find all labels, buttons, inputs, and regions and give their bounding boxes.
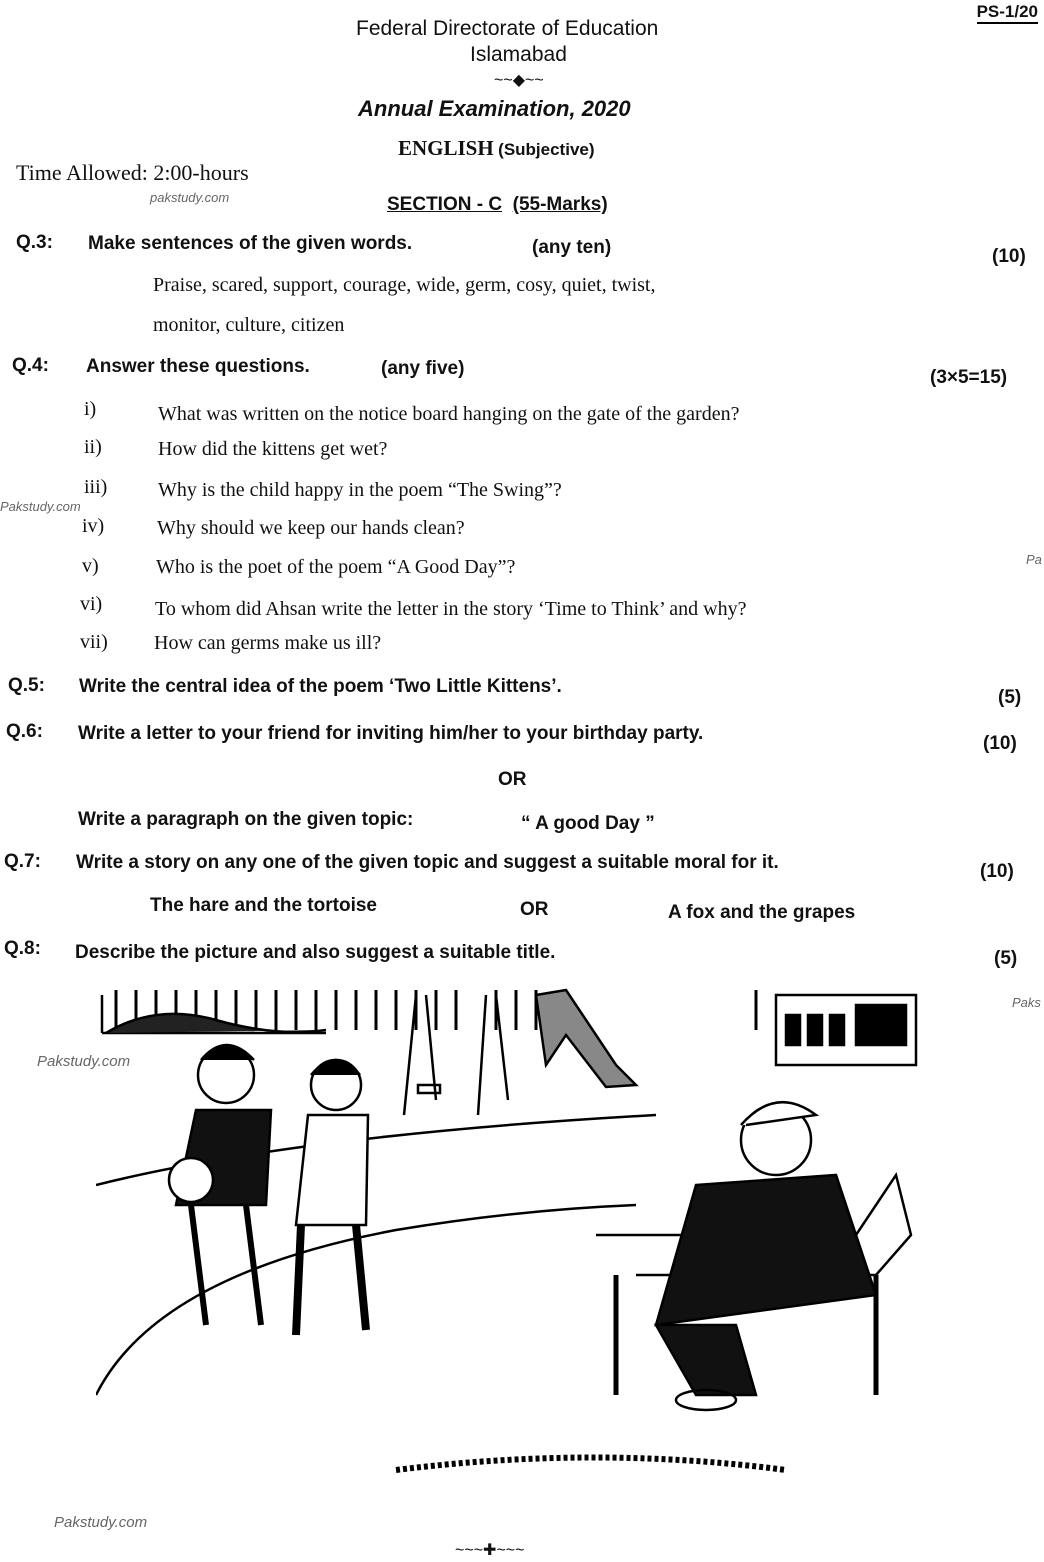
man-on-bench [596, 1102, 911, 1410]
exam-title: Annual Examination, 2020 [358, 96, 631, 121]
city: Islamabad [470, 43, 567, 66]
q6-marks: (10) [983, 733, 1017, 754]
q4-item-num: i) [84, 398, 97, 420]
footer-ornament-icon: ~~~✚~~~ [455, 1542, 525, 1559]
q3-words-1: Praise, scared, support, courage, wide, germ, cosy, quiet, twist, [153, 274, 656, 296]
subject-line [398, 136, 595, 161]
q3-words-2: monitor, culture, citizen [153, 314, 345, 336]
q3-text: Make sentences of the given words. [88, 233, 413, 254]
q5-number: Q.5: [8, 675, 45, 696]
subject-type: (Subjective) [498, 140, 595, 159]
watermark: Paks [1012, 995, 1041, 1010]
time-allowed: Time Allowed: 2:00-hours [16, 160, 249, 185]
slide [536, 990, 636, 1087]
building [776, 995, 916, 1065]
q7-topic-2: A fox and the grapes [668, 902, 856, 923]
q3-number: Q.3: [16, 232, 53, 253]
q8-text: Describe the picture and also suggest a suitable title. [75, 942, 556, 963]
q4-item-num: vi) [80, 593, 103, 615]
q6-number: Q.6: [6, 721, 43, 742]
section-title: SECTION - C [387, 194, 503, 215]
q4-number: Q.4: [12, 355, 49, 376]
q6-alt-topic: “ A good Day ” [521, 813, 655, 834]
watermark: Pakstudy.com [54, 1514, 148, 1531]
q4-item-text: How did the kittens get wet? [158, 438, 388, 460]
q4-note: (any five) [381, 358, 465, 379]
section-heading [387, 194, 608, 216]
subject: ENGLISH [398, 136, 494, 160]
q8-number: Q.8: [4, 938, 41, 959]
watermark: Pakstudy.com [0, 499, 81, 514]
q7-topic-1: The hare and the tortoise [150, 895, 377, 916]
q4-item-text: Who is the poet of the poem “A Good Day”? [156, 556, 516, 578]
q3-marks: (10) [992, 246, 1026, 267]
q4-text: Answer these questions. [86, 356, 310, 377]
park-picture [96, 975, 926, 1495]
q7-number: Q.7: [4, 851, 41, 872]
q4-item-text: What was written on the notice board hanging on the gate of the garden? [158, 403, 740, 425]
q4-item-text: Why should we keep our hands clean? [157, 517, 465, 539]
board-name: Federal Directorate of Education [356, 17, 659, 40]
q4-item-num: ii) [84, 436, 102, 458]
q4-item-text: To whom did Ahsan write the letter in the story ‘Time to Think’ and why? [155, 598, 747, 620]
q6-or: OR [498, 769, 527, 790]
q4-item-num: v) [82, 555, 99, 577]
paper-code: PS-1/20 [977, 2, 1038, 24]
q5-marks: (5) [998, 687, 1022, 708]
q4-item-num: iii) [84, 476, 108, 498]
watermark: Pa [1026, 552, 1042, 567]
q5-text: Write the central idea of the poem ‘Two Little Kittens’. [79, 676, 562, 697]
section-marks: (55-Marks) [512, 194, 608, 215]
watermark: pakstudy.com [150, 190, 230, 205]
q4-marks: (3×5=15) [930, 367, 1008, 388]
boy-covering-mouth [296, 1060, 368, 1335]
q4-item-num: iv) [82, 515, 105, 537]
path-edge [96, 1115, 656, 1395]
q7-text: Write a story on any one of the given topic and suggest a suitable moral for it. [76, 852, 779, 873]
q7-or: OR [520, 899, 549, 920]
q6-alt: Write a paragraph on the given topic: [78, 809, 414, 830]
q7-marks: (10) [980, 861, 1014, 882]
q4-item-num: vii) [80, 631, 108, 653]
watermark: Pakstudy.com [37, 1053, 131, 1070]
q8-marks: (5) [994, 948, 1018, 969]
q4-item-text: How can germs make us ill? [154, 632, 382, 654]
q6-text: Write a letter to your friend for inviting him/her to your birthday party. [78, 723, 704, 744]
ornament-icon: ~~◆~~ [494, 72, 544, 89]
q3-note: (any ten) [532, 237, 612, 258]
ground-shadow [396, 1458, 786, 1471]
q4-item-text: Why is the child happy in the poem “The Swing”? [158, 479, 562, 501]
